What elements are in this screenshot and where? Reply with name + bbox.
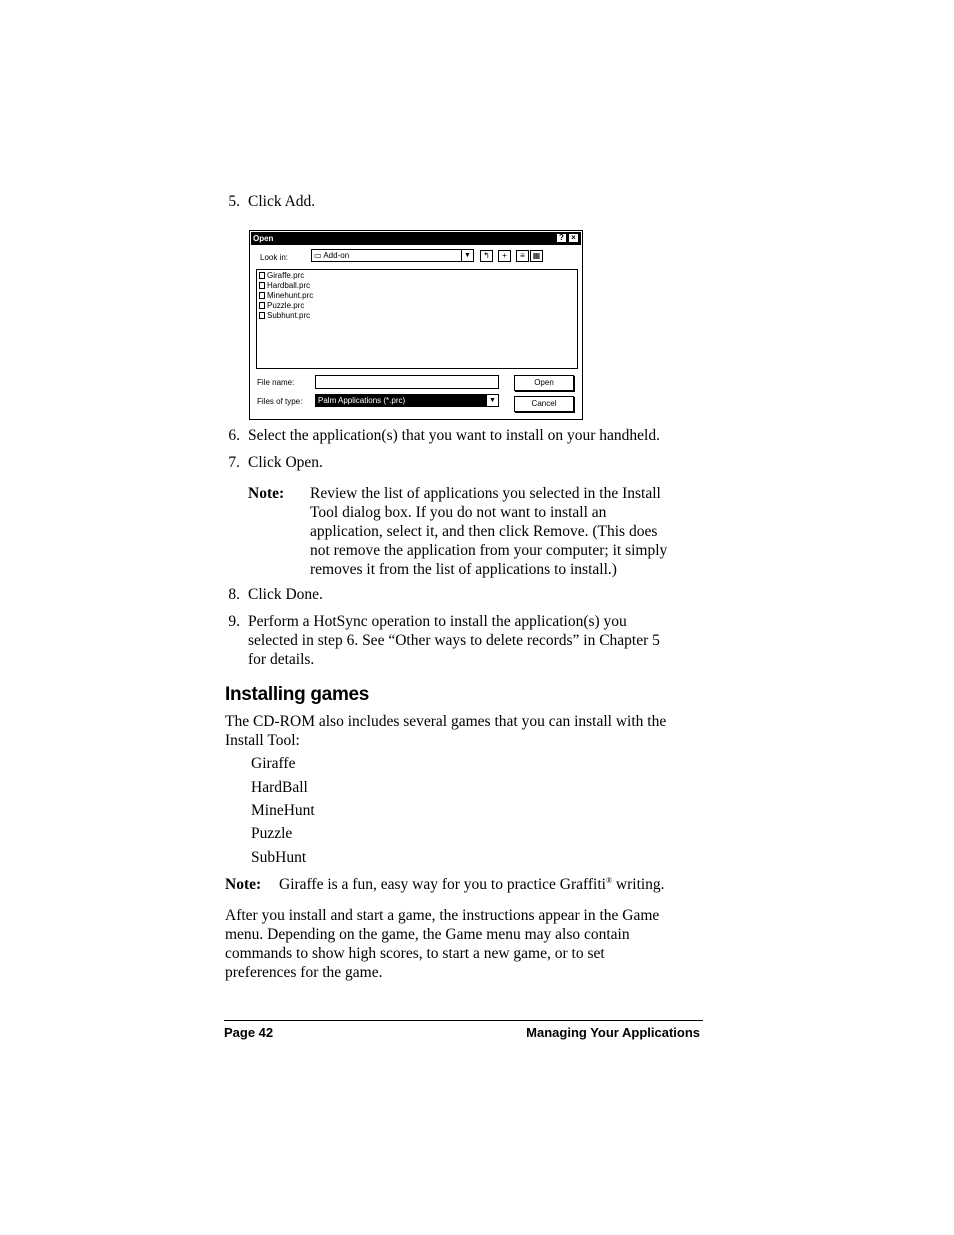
open-button[interactable]: Open	[514, 375, 574, 391]
game-item: Puzzle	[251, 825, 293, 842]
look-in-value: Add-on	[323, 251, 350, 260]
dialog-titlebar	[251, 232, 581, 245]
step-text: Click Open.	[248, 454, 323, 471]
file-name-input[interactable]	[315, 375, 499, 389]
step-number: 8.	[228, 586, 240, 603]
file-icon	[259, 272, 265, 279]
step-text: Select the application(s) that you want to install on your handheld.	[248, 427, 660, 444]
files-of-type-label: Files of type:	[257, 397, 303, 406]
file-name-label: File name:	[257, 378, 295, 387]
section-heading: Installing games	[225, 684, 370, 705]
step-number: 7.	[228, 454, 240, 471]
file-icon	[259, 282, 265, 289]
file-icon	[259, 302, 265, 309]
chevron-down-icon[interactable]: ▼	[461, 250, 473, 261]
footer-rule	[224, 1020, 703, 1021]
list-item[interactable]: Puzzle.prc	[259, 301, 304, 311]
game-item: HardBall	[251, 779, 308, 796]
help-button[interactable]: ?	[556, 233, 567, 243]
cancel-button[interactable]: Cancel	[514, 396, 574, 412]
new-folder-icon[interactable]: +	[498, 250, 511, 262]
folder-icon: ▭	[314, 251, 324, 260]
look-in-label: Look in:	[260, 253, 289, 262]
step-number: 6.	[228, 427, 240, 444]
chapter-title: Managing Your Applications	[526, 1025, 700, 1040]
page-number: Page 42	[224, 1025, 274, 1040]
files-of-type-value: Palm Applications (*.prc)	[318, 396, 406, 405]
note-label: Note:	[225, 876, 262, 893]
step-text: Click Done.	[248, 586, 323, 603]
closing-paragraph: After you install and start a game, the instructions appear in the Game menu. Depending on the game, the Game menu may also contain commands to show high scores, to start a new game, or to set preferences for the game.	[225, 907, 660, 981]
list-item[interactable]: Hardball.prc	[259, 281, 310, 291]
files-of-type-select[interactable]	[315, 394, 499, 407]
close-button[interactable]: ×	[568, 233, 579, 243]
open-dialog	[249, 230, 583, 420]
file-list[interactable]	[256, 269, 578, 369]
details-view-icon[interactable]: ▦	[530, 250, 543, 262]
up-folder-icon[interactable]: ↰	[480, 250, 493, 262]
step-text: Perform a HotSync operation to install the application(s) you selected in step 6. See “Other ways to delete records” in Chapter 5 for details.	[248, 613, 660, 668]
note-text: Giraffe is a fun, easy way for you to practice Graffiti® writing.	[279, 876, 665, 893]
list-item[interactable]: Giraffe.prc	[259, 271, 304, 281]
game-item: MineHunt	[251, 802, 315, 819]
list-view-icon[interactable]: ≡	[516, 250, 529, 262]
step-text: Click Add.	[248, 193, 316, 210]
game-item: Giraffe	[251, 755, 296, 772]
list-item[interactable]: Minehunt.prc	[259, 291, 313, 301]
note-label: Note:	[248, 485, 285, 502]
intro-paragraph: The CD-ROM also includes several games that you can install with the Install Tool:	[225, 713, 667, 749]
file-icon	[259, 312, 265, 319]
file-icon	[259, 292, 265, 299]
step-number: 5.	[228, 193, 240, 210]
step-9	[224, 612, 704, 672]
step-number: 9.	[228, 613, 240, 630]
note-text: Review the list of applications you selected in the Install Tool dialog box. If you do not want to install an application, select it, and then click Remove. (This does not remove the application from your computer; it simply removes it from the list of applications to install.)	[310, 485, 668, 578]
game-item: SubHunt	[251, 849, 307, 866]
registered-mark: ®	[605, 876, 613, 885]
look-in-combo[interactable]	[311, 249, 474, 262]
dialog-title: Open	[253, 234, 274, 243]
chevron-down-icon[interactable]: ▼	[486, 395, 498, 406]
list-item[interactable]: Subhunt.prc	[259, 311, 310, 321]
